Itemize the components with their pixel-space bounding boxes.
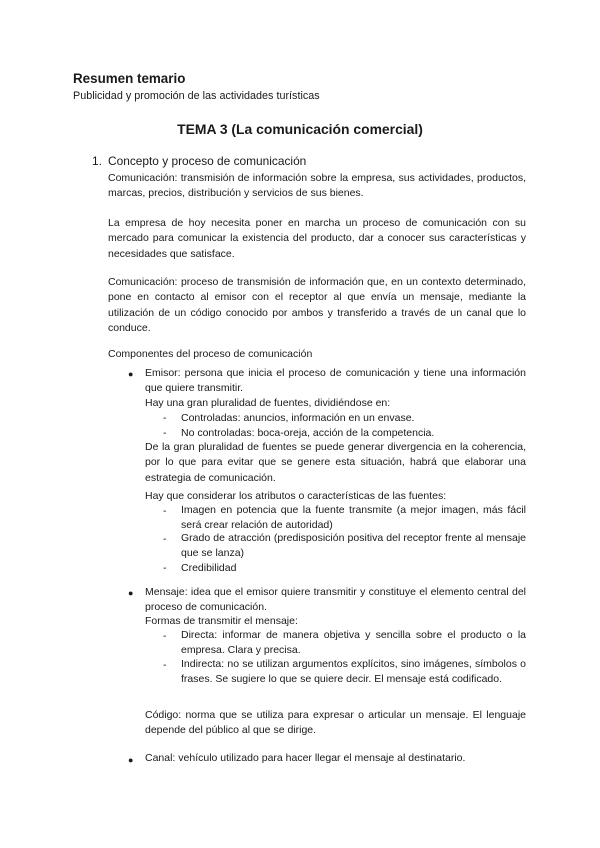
dash-icon: - <box>163 562 167 574</box>
emisor-attributes-intro: Hay que considerar los atributos o características de las fuentes: <box>145 490 447 502</box>
dash-icon: - <box>163 659 167 671</box>
bullet-icon: ● <box>128 755 134 765</box>
section-title: Concepto y proceso de comunicación <box>108 154 307 168</box>
dash-icon: - <box>163 630 167 642</box>
emisor-plurality: Hay una gran pluralidad de fuentes, dividiéndose en: <box>145 397 391 409</box>
dash-icon: - <box>163 505 167 517</box>
bullet-icon: ● <box>128 588 134 598</box>
section-number: 1. <box>92 154 102 168</box>
emisor-intro: Emisor: persona que inicia el proceso de comunicación y tiene una información que quiere transmitir. <box>145 367 526 395</box>
list-item: Controladas: anuncios, información en un envase. <box>181 412 415 424</box>
paragraph-definition: Comunicación: transmisión de información sobre la empresa, sus actividades, productos, marcas, precios, distribución y servicios de sus bienes. <box>108 172 526 200</box>
list-item: Grado de atracción (predisposición positiva del receptor frente al mensaje que se lanza) <box>181 532 526 560</box>
paragraph-process-definition: Comunicación: proceso de transmisión de información que, en un contexto determinado, pone en contacto al emisor con el receptor al que envía un mensaje, mediante la utilización de un código conocido por ambos y transferido a través de un canal que lo conduce. <box>108 276 526 334</box>
page-heading: TEMA 3 (La comunicación comercial) <box>177 121 423 137</box>
list-item: Credibilidad <box>181 562 237 574</box>
bullet-icon: ● <box>128 369 134 379</box>
document-subtitle: Publicidad y promoción de las actividades turísticas <box>73 90 320 102</box>
document-title: Resumen temario <box>73 71 186 86</box>
mensaje-code: Código: norma que se utiliza para expresar o articular un mensaje. El lenguaje depende del público al que se dirige. <box>145 709 526 737</box>
mensaje-intro: Mensaje: idea que el emisor quiere transmitir y constituye el elemento central del proceso de comunicación. <box>145 586 526 614</box>
dash-icon: - <box>163 533 167 545</box>
list-item: Directa: informar de manera objetiva y sencilla sobre el producto o la empresa. Clara y precisa. <box>181 629 526 657</box>
components-label: Componentes del proceso de comunicación <box>108 348 313 360</box>
emisor-divergence: De la gran pluralidad de fuentes se puede generar divergencia en la coherencia, por lo que para evitar que se genere esta situación, habrá que elaborar una estrategia de comunicación. <box>145 441 526 484</box>
paragraph-company-need: La empresa de hoy necesita poner en marcha un proceso de comunicación con su mercado para comunicar la existencia del producto, dar a conocer sus características y necesidades que satisface. <box>108 217 526 260</box>
list-item: Imagen en potencia que la fuente transmite (a mejor imagen, más fácil será crear relación de autoridad) <box>181 504 526 532</box>
dash-icon: - <box>163 427 167 439</box>
list-item: Indirecta: no se utilizan argumentos explícitos, sino imágenes, símbolos o frases. Se sugiere lo que se quiere decir. El mensaje está codificado. <box>181 658 526 686</box>
dash-icon: - <box>163 412 167 424</box>
mensaje-forms-intro: Formas de transmitir el mensaje: <box>145 615 298 627</box>
list-item: No controladas: boca-oreja, acción de la competencia. <box>181 427 435 439</box>
canal-intro: Canal: vehículo utilizado para hacer llegar el mensaje al destinatario. <box>145 752 466 764</box>
